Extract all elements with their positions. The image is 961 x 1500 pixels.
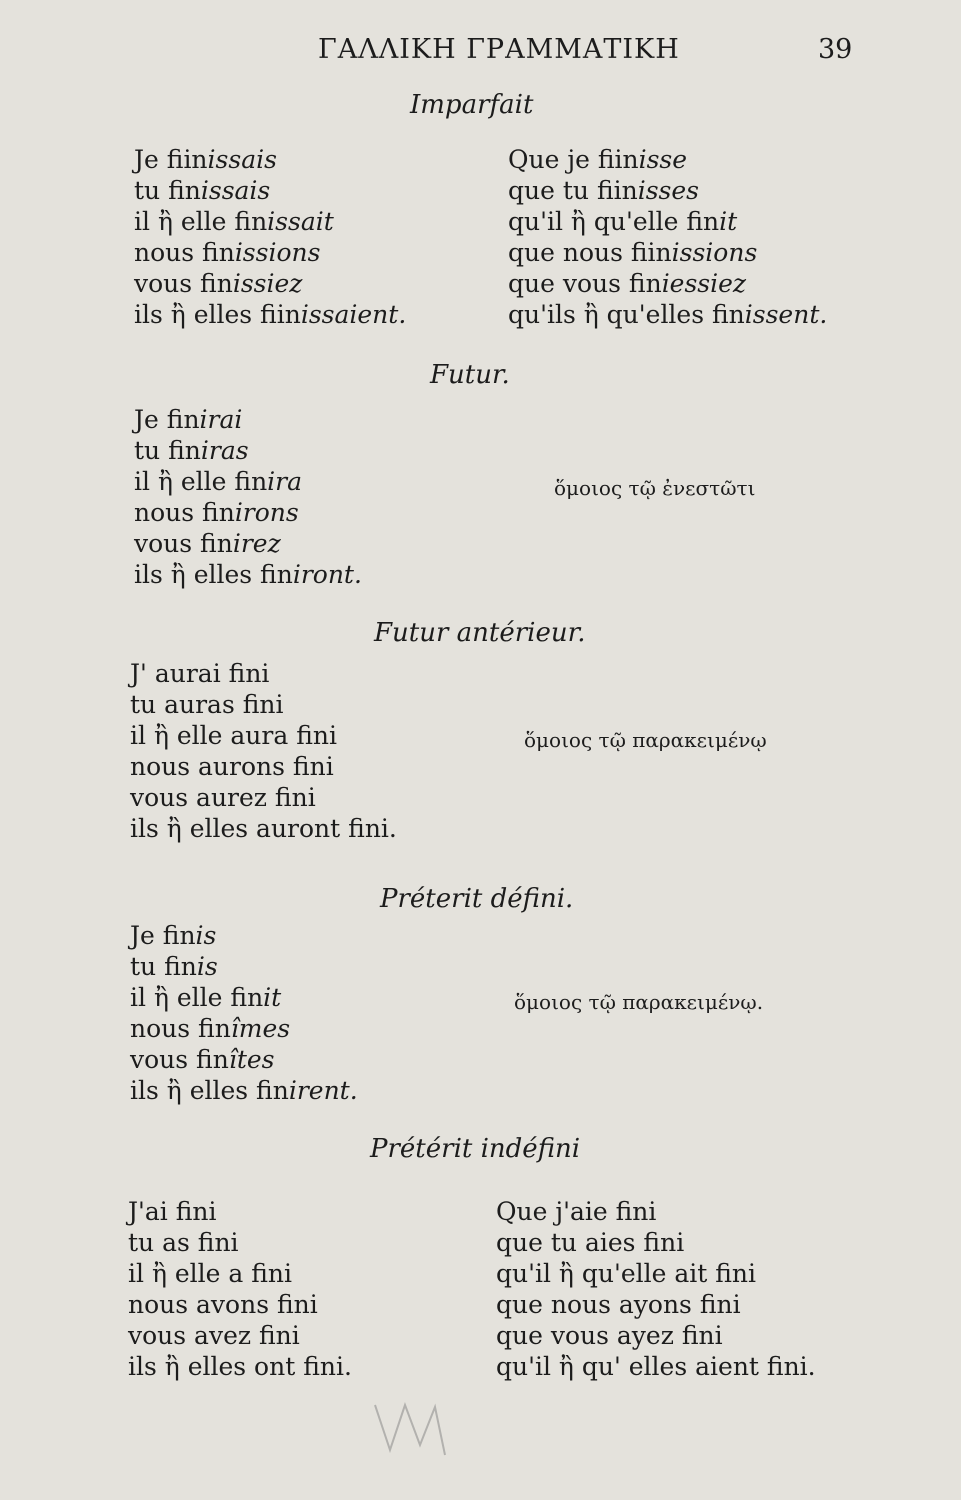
futur-anterieur-column — [130, 658, 397, 844]
verb-ending: iras — [200, 436, 249, 465]
verb-stem: nous fin — [130, 1014, 231, 1043]
verb-ending: issais — [207, 145, 277, 174]
conjugation-line — [134, 404, 362, 435]
verb-stem: vous avez fini — [128, 1321, 300, 1350]
verb-stem: que tu fiin — [508, 176, 638, 205]
verb-stem: qu'il ἢ qu' elles aient fini. — [496, 1352, 816, 1381]
preterit-defini-note: ὅμοιος τῷ παρακειμένῳ. — [514, 990, 764, 1014]
verb-ending: irons — [234, 498, 299, 527]
section-title-preterit-indefini: Prétérit indéfini — [370, 1134, 581, 1164]
conjugation-line — [134, 559, 362, 590]
verb-ending: is — [196, 952, 218, 981]
verb-stem: que nous fiin — [508, 238, 672, 267]
verb-ending: issait — [267, 207, 334, 236]
section-title-imparfait: Imparfait — [410, 90, 534, 120]
conjugation-line — [134, 237, 406, 268]
futur-column — [134, 404, 362, 590]
section-title-preterit-defini: Préterit défini. — [380, 884, 574, 914]
verb-stem: tu auras fini — [130, 690, 284, 719]
conjugation-line — [128, 1320, 352, 1351]
verb-ending: issions — [234, 238, 321, 267]
verb-stem: il ἢ elle aura fini — [130, 721, 337, 750]
verb-ending: isses — [637, 176, 699, 205]
verb-stem: tu fin — [130, 952, 197, 981]
verb-ending: îmes — [230, 1014, 291, 1043]
conjugation-line — [134, 144, 406, 175]
conjugation-line — [130, 1075, 358, 1106]
verb-ending: îtes — [228, 1045, 275, 1074]
verb-ending: issais — [200, 176, 271, 205]
conjugation-line — [508, 268, 827, 299]
conjugation-line — [134, 268, 406, 299]
verb-stem: nous fin — [134, 498, 235, 527]
verb-ending: it — [263, 983, 282, 1012]
page-number: 39 — [818, 34, 853, 65]
section-title-futur: Futur. — [430, 360, 510, 390]
conjugation-line — [496, 1227, 816, 1258]
conjugation-line — [496, 1289, 816, 1320]
conjugation-line — [134, 497, 362, 528]
verb-stem: nous aurons fini — [130, 752, 334, 781]
conjugation-line — [130, 782, 397, 813]
verb-ending: issions — [671, 238, 758, 267]
conjugation-line — [128, 1258, 352, 1289]
verb-stem: Que je fiin — [508, 145, 639, 174]
verb-stem: vous fin — [130, 1045, 229, 1074]
conjugation-line — [508, 206, 827, 237]
conjugation-line — [128, 1227, 352, 1258]
verb-ending: irez — [232, 529, 281, 558]
verb-ending: it — [719, 207, 738, 236]
verb-ending: iront. — [292, 560, 362, 589]
verb-stem: ils ἢ elles fiin — [134, 300, 301, 329]
verb-stem: ils ἢ elles fin — [134, 560, 293, 589]
conjugation-line — [508, 299, 827, 330]
verb-stem: Je fin — [130, 921, 196, 950]
conjugation-line — [134, 299, 406, 330]
verb-stem: nous avons fini — [128, 1290, 318, 1319]
verb-stem: vous fin — [134, 269, 233, 298]
preterit-defini-column — [130, 920, 358, 1106]
verb-stem: il ἢ elle fin — [134, 467, 268, 496]
verb-stem: J'ai fini — [128, 1197, 217, 1226]
verb-stem: il ἢ elle a fini — [128, 1259, 293, 1288]
conjugation-line — [134, 435, 362, 466]
imparfait-subjunctive-column — [508, 144, 827, 330]
conjugation-line — [130, 720, 397, 751]
verb-stem: ils ἢ elles fin — [130, 1076, 289, 1105]
preterit-indefini-indicative-column — [128, 1196, 352, 1382]
verb-ending: irent. — [288, 1076, 358, 1105]
verb-stem: tu fin — [134, 176, 201, 205]
verb-ending: isse — [638, 145, 688, 174]
conjugation-line — [130, 1013, 358, 1044]
verb-stem: qu'ils ἢ qu'elles fin — [508, 300, 745, 329]
running-header-title: ΓΑΛΛΙΚΗ ΓΡΑΜΜΑΤΙΚΗ — [318, 34, 680, 65]
conjugation-line — [130, 1044, 358, 1075]
conjugation-line — [134, 206, 406, 237]
verb-stem: ils ἢ elles auront fini. — [130, 814, 397, 843]
verb-ending: is — [195, 921, 217, 950]
verb-stem: que tu aies fini — [496, 1228, 685, 1257]
preterit-indefini-subjunctive-column — [496, 1196, 816, 1382]
conjugation-line — [134, 528, 362, 559]
conjugation-line — [508, 175, 827, 206]
conjugation-line — [130, 920, 358, 951]
verb-ending: irai — [199, 405, 243, 434]
conjugation-line — [508, 144, 827, 175]
verb-stem: que vous ayez fini — [496, 1321, 723, 1350]
conjugation-line — [496, 1258, 816, 1289]
verb-stem: J' aurai fini — [130, 659, 270, 688]
conjugation-line — [496, 1320, 816, 1351]
verb-stem: que nous ayons fini — [496, 1290, 741, 1319]
verb-stem: que vous fin — [508, 269, 662, 298]
conjugation-line — [130, 751, 397, 782]
verb-stem: nous fin — [134, 238, 235, 267]
library-stamp — [370, 1395, 460, 1465]
conjugation-line — [130, 658, 397, 689]
conjugation-line — [496, 1196, 816, 1227]
conjugation-line — [134, 466, 362, 497]
verb-stem: Je fiin — [134, 145, 208, 174]
conjugation-line — [496, 1351, 816, 1382]
verb-stem: tu as fini — [128, 1228, 239, 1257]
verb-ending: ira — [267, 467, 303, 496]
section-title-futur-anterieur: Futur antérieur. — [374, 618, 586, 648]
conjugation-line — [128, 1196, 352, 1227]
verb-ending: iessiez — [661, 269, 747, 298]
conjugation-line — [128, 1289, 352, 1320]
conjugation-line — [130, 689, 397, 720]
verb-stem: ils ἢ elles ont fini. — [128, 1352, 352, 1381]
futur-note: ὅμοιος τῷ ἐνεστῶτι — [554, 476, 756, 500]
verb-stem: Je fin — [134, 405, 200, 434]
verb-stem: tu fin — [134, 436, 201, 465]
imparfait-indicative-column — [134, 144, 406, 330]
verb-ending: issent. — [744, 300, 828, 329]
conjugation-line — [508, 237, 827, 268]
verb-stem: vous fin — [134, 529, 233, 558]
verb-stem: qu'il ἢ qu'elle fin — [508, 207, 720, 236]
verb-stem: Que j'aie fini — [496, 1197, 657, 1226]
conjugation-line — [128, 1351, 352, 1382]
verb-stem: il ἢ elle fin — [134, 207, 268, 236]
conjugation-line — [130, 813, 397, 844]
conjugation-line — [130, 982, 358, 1013]
futur-anterieur-note: ὅμοιος τῷ παρακειμένῳ — [524, 728, 767, 752]
verb-ending: issaient. — [300, 300, 407, 329]
conjugation-line — [130, 951, 358, 982]
verb-stem: il ἢ elle fin — [130, 983, 264, 1012]
verb-stem: vous aurez fini — [130, 783, 316, 812]
conjugation-line — [134, 175, 406, 206]
verb-stem: qu'il ἢ qu'elle ait fini — [496, 1259, 757, 1288]
verb-ending: issiez — [232, 269, 303, 298]
